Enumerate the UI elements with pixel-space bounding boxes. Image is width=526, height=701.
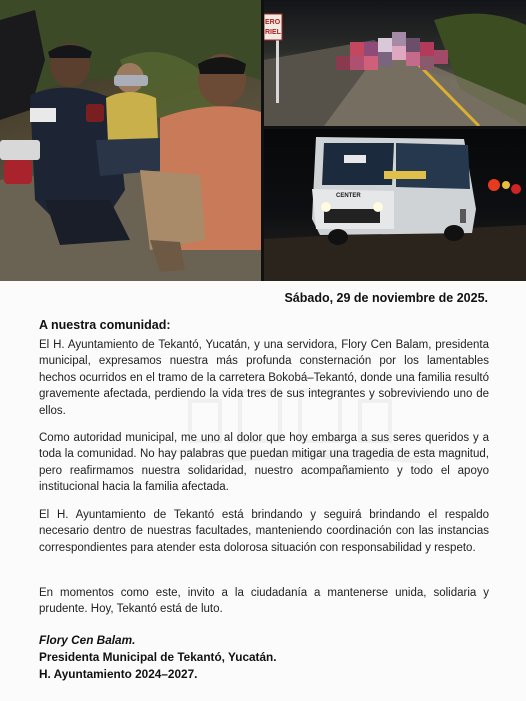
- condolence-letter: [0, 281, 526, 701]
- scene-bus: [264, 129, 526, 281]
- scene-paramedics: [0, 0, 261, 281]
- scene-road: [264, 0, 526, 126]
- bus-brand-label: CENTER: [336, 193, 361, 199]
- photo-bus-at-night: [264, 129, 526, 281]
- letter-greeting: A nuestra comunidad:: [39, 318, 171, 332]
- letter-paragraph-4: En momentos como este, invito a la ciudadanía a mantenerse unida, solidaria y prudente. Hoy, Tekantó está de luto.: [39, 587, 489, 616]
- road-sign-text-1: ERO: [265, 19, 281, 26]
- letter-paragraph-3: El H. Ayuntamiento de Tekantó está brindando y seguirá brindando el respaldo necesario dentro de nuestras facultades, manteniendo coordinación con las instancias correspondientes para atender esta dolorosa situación con responsabilidad y respeto.: [39, 509, 489, 554]
- censored-pixelation: [336, 32, 448, 70]
- letter-paragraph-2: Como autoridad municipal, me uno al dolor que hoy embarga a sus seres queridos y a toda la comunidad. No hay palabras que puedan mitigar una tragedia de esta magnitud, pero reafirmamos nuestra solidaridad, nuestro acompañamiento y todo el apoyo institucional hacia la familia afectada.: [39, 432, 489, 494]
- signature-title: Presidenta Municipal de Tekantó, Yucatán.: [39, 650, 277, 664]
- photo-accident-road: [264, 0, 526, 126]
- signature-ayuntamiento: H. Ayuntamiento 2024–2027.: [39, 667, 198, 681]
- road-sign-text-2: RIEL: [265, 29, 281, 36]
- photo-paramedics-attending-survivor: [0, 0, 261, 281]
- letter-date: Sábado, 29 de noviembre de 2025.: [284, 291, 488, 305]
- signature-name: Flory Cen Balam.: [39, 633, 136, 647]
- letter-paragraph-1: El H. Ayuntamiento de Tekantó, Yucatán, y una servidora, Flory Cen Balam, presidenta municipal, expresamos nuestra más profunda consternación por los lamentables hechos ocurridos en el tramo de la carretera Bokobá–Tekantó, donde una familia resultó gravemente afectada, perdiendo la vida tres de sus integrantes y sobreviviendo uno de ellos.: [39, 339, 489, 417]
- photo-collage: [0, 0, 526, 281]
